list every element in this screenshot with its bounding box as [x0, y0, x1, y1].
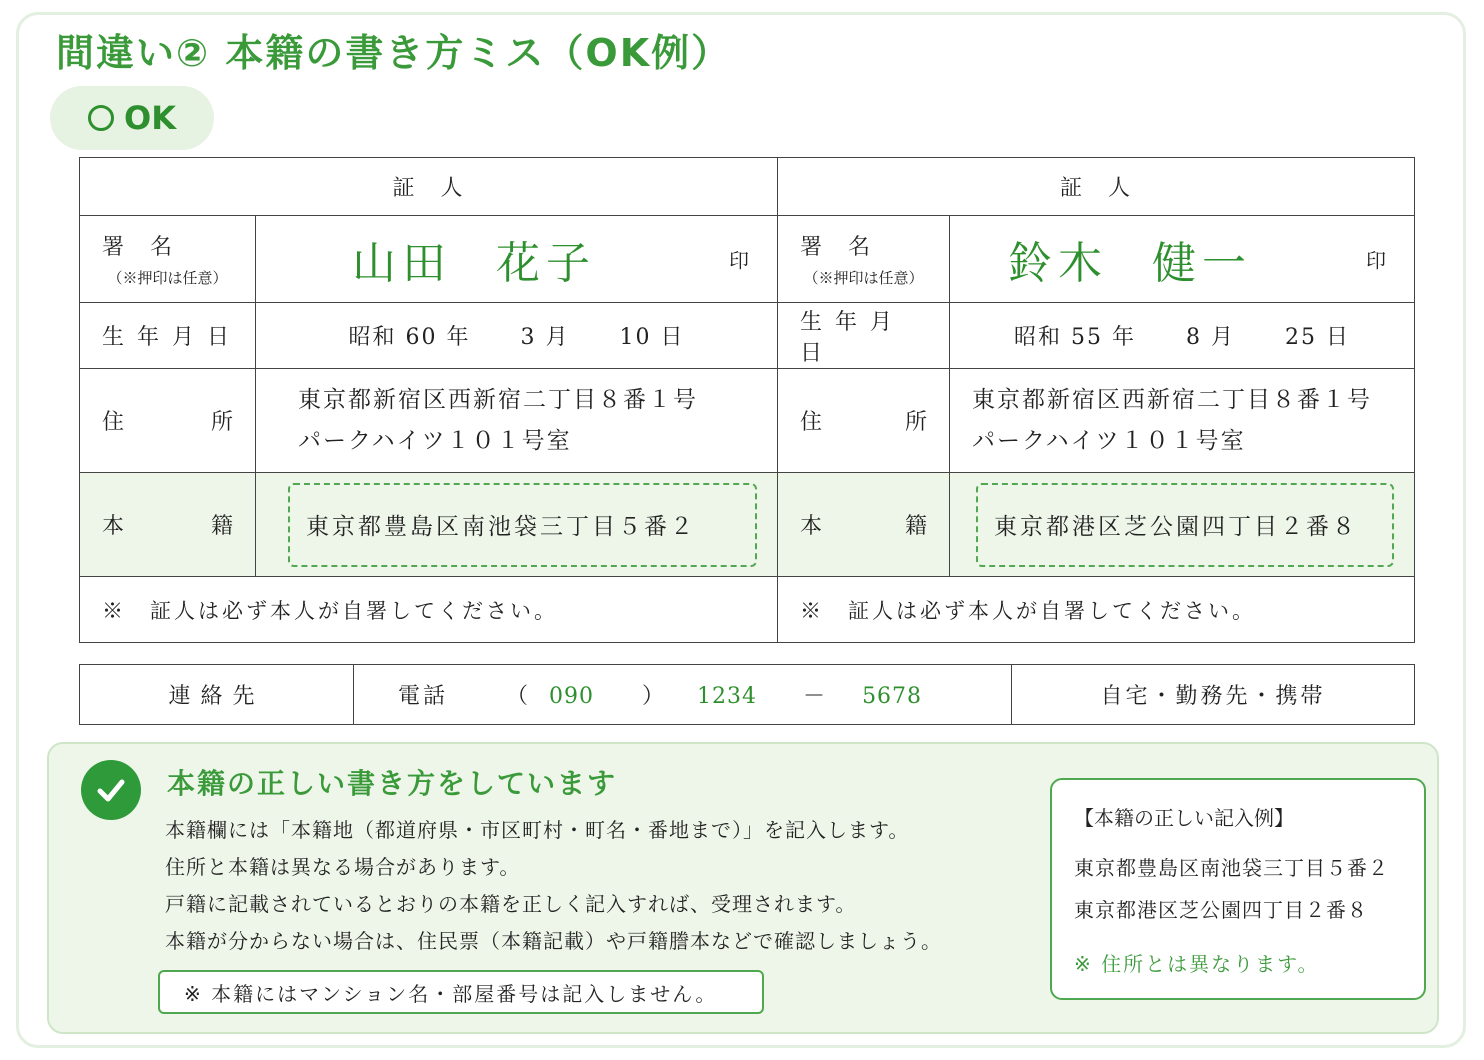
- explanation-text: [165, 812, 942, 960]
- witness-2-header: 証 人: [778, 158, 1415, 216]
- witness-1-given-name: 花子: [496, 238, 596, 289]
- signature-label: 署 名 （※押印は任意）: [80, 216, 256, 303]
- witness-2-family-name: 鈴木: [1008, 238, 1109, 289]
- explanation-note: ※ 本籍にはマンション名・部屋番号は記入しません。: [158, 970, 764, 1014]
- signature-sublabel: （※押印は任意）: [803, 269, 924, 287]
- example-note: ※ 住所とは異なります。: [1074, 952, 1320, 976]
- witness-1-seal: 印: [729, 248, 750, 273]
- ok-badge-label: OK: [124, 99, 176, 137]
- explanation-line: 住所と本籍は異なる場合があります。: [165, 855, 521, 879]
- witness-table: [79, 157, 1415, 643]
- contact-table: [79, 664, 1415, 725]
- phone-number: 電話 （ 090 ） 1234 － 5678: [354, 665, 1012, 725]
- witness-2-address: 東京都新宿区西新宿二丁目８番１号 パークハイツ１０１号室: [950, 369, 1415, 473]
- explanation-panel: [47, 742, 1439, 1034]
- phone-last: 5678: [862, 684, 923, 709]
- contact-type: 自宅・勤務先・携帯: [1012, 665, 1415, 725]
- phone-middle: 1234: [697, 684, 758, 709]
- witness-1-honseki-cell: [256, 473, 778, 577]
- dob-label: 生 年 月 日: [80, 303, 256, 369]
- witness-2-signature: [950, 216, 1415, 303]
- example-title: 【本籍の正しい記入例】: [1074, 806, 1294, 830]
- witness-2-given-name: 健一: [1152, 238, 1253, 289]
- example-box: [1050, 778, 1426, 1000]
- honseki-label: 本 籍: [778, 473, 950, 577]
- witness-2-honseki: 東京都港区芝公園四丁目２番８: [976, 483, 1394, 567]
- check-circle-icon: [81, 760, 141, 820]
- address-label: 住 所: [778, 369, 950, 473]
- witness-2-dob: 昭和 55 年 8 月 25 日: [950, 303, 1415, 369]
- witness-1-note: ※ 証人は必ず本人が自署してください。: [80, 577, 778, 643]
- contact-label: 連絡先: [80, 665, 354, 725]
- witness-1-family-name: 山田: [352, 238, 452, 289]
- witness-1-header: 証 人: [80, 158, 778, 216]
- witness-2-honseki-cell: [950, 473, 1415, 577]
- explanation-title: 本籍の正しい書き方をしています: [167, 767, 618, 800]
- example-line: 東京都港区芝公園四丁目２番８: [1074, 898, 1368, 922]
- phone-area-code: 090: [549, 684, 595, 709]
- circle-icon: [88, 105, 114, 131]
- witness-1-dob: 昭和 60 年 3 月 10 日: [256, 303, 778, 369]
- honseki-label: 本 籍: [80, 473, 256, 577]
- witness-1-signature: [256, 216, 778, 303]
- explanation-line: 本籍が分からない場合は、住民票（本籍記載）や戸籍謄本などで確認しましょう。: [165, 929, 942, 953]
- explanation-line: 戸籍に記載されているとおりの本籍を正しく記入すれば、受理されます。: [165, 892, 857, 916]
- signature-sublabel: （※押印は任意）: [107, 269, 228, 287]
- phone-label: 電話: [398, 684, 449, 709]
- witness-2-seal: 印: [1366, 248, 1387, 273]
- dob-label: 生 年 月 日: [778, 303, 950, 369]
- ok-badge: [50, 86, 214, 150]
- explanation-line: 本籍欄には「本籍地（都道府県・市区町村・町名・番地まで）」を記入します。: [165, 818, 910, 842]
- witness-2-note: ※ 証人は必ず本人が自署してください。: [778, 577, 1415, 643]
- witness-1-honseki: 東京都豊島区南池袋三丁目５番２: [288, 483, 757, 567]
- witness-1-address: 東京都新宿区西新宿二丁目８番１号 パークハイツ１０１号室: [256, 369, 778, 473]
- address-label: 住 所: [80, 369, 256, 473]
- signature-label: 署 名 （※押印は任意）: [778, 216, 950, 303]
- example-line: 東京都豊島区南池袋三丁目５番２: [1074, 856, 1389, 880]
- page-title: 間違い② 本籍の書き方ミス（OK例）: [56, 31, 732, 75]
